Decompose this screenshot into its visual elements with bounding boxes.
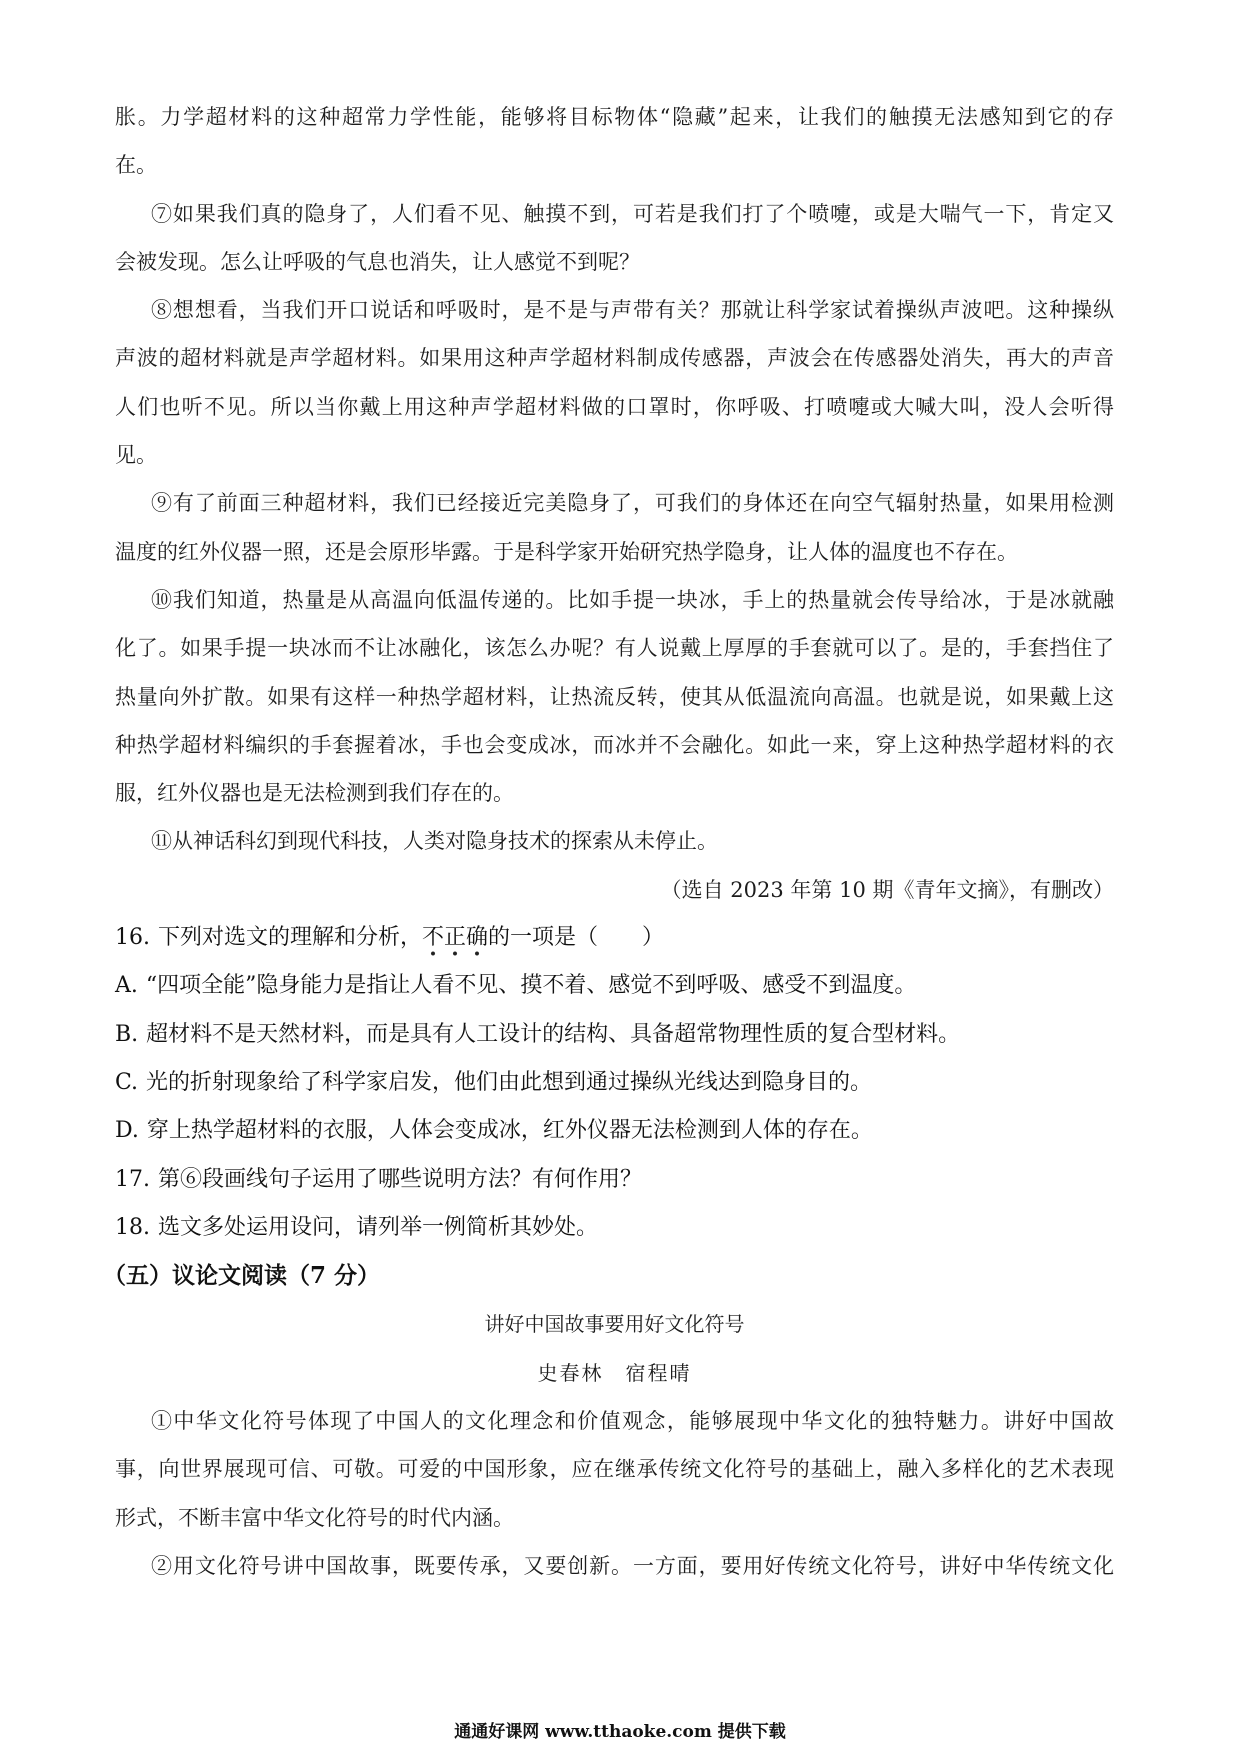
text-line: 人们也听不见。所以当你戴上用这种声学超材料做的口罩时，你呼吸、打喷嚏或大喊大叫，没人会听得 bbox=[115, 394, 1114, 419]
text-line: ②用文化符号讲中国故事，既要传承，又要创新。一方面，要用好传统文化符号，讲好中华传统文化 bbox=[151, 1553, 1114, 1578]
question-number: 18. bbox=[115, 1214, 150, 1240]
question-number: 17. bbox=[115, 1166, 150, 1192]
article-paragraph-1 bbox=[115, 1397, 1114, 1542]
option-letter: D. bbox=[115, 1118, 139, 1144]
option-text: “四项全能”隐身能力是指让人看不见、摸不着、感觉不到呼吸、感受不到温度。 bbox=[145, 973, 917, 999]
article-title: 讲好中国故事要用好文化符号 bbox=[484, 1312, 745, 1337]
question-text: 的一项是（ ） bbox=[488, 925, 665, 951]
option-c bbox=[115, 1059, 1114, 1107]
text-line: ⑦如果我们真的隐身了，人们看不见、触摸不到，可若是我们打了个喷嚏，或是大喘气一下，肯定又 bbox=[151, 201, 1114, 226]
text-line: 在。 bbox=[115, 153, 157, 178]
article-paragraph-8 bbox=[115, 286, 1114, 479]
option-letter: C. bbox=[115, 1069, 139, 1095]
text-line: 温度的红外仪器一照，还是会原形毕露。于是科学家开始研究热学隐身，让人体的温度也不存在。 bbox=[115, 539, 1018, 564]
article-paragraph-10 bbox=[115, 576, 1114, 817]
question-16 bbox=[115, 914, 1114, 962]
text-line: 形式，不断丰富中华文化符号的时代内涵。 bbox=[115, 1505, 514, 1530]
question-17 bbox=[115, 1156, 1114, 1204]
article-paragraph-9 bbox=[115, 479, 1114, 576]
option-text: 穿上热学超材料的衣服，人体会变成冰，红外仪器无法检测到人体的存在。 bbox=[146, 1118, 873, 1144]
option-b bbox=[115, 1011, 1114, 1059]
article-paragraph-7 bbox=[115, 190, 1114, 287]
text-line: 服，红外仪器也是无法检测到我们存在的。 bbox=[115, 781, 514, 806]
text-line: ⑪从神话科幻到现代科技，人类对隐身技术的探索从未停止。 bbox=[151, 829, 718, 854]
question-text: 第⑥段画线句子运用了哪些说明方法？有何作用？ bbox=[158, 1166, 643, 1192]
question-text: 下列对选文的理解和分析， bbox=[158, 925, 423, 951]
text-line: 种热学超材料编织的手套握着冰，手也会变成冰，而冰并不会融化。如此一来，穿上这种热学超材料的衣 bbox=[115, 732, 1114, 757]
question-number: 16. bbox=[115, 925, 150, 951]
article-paragraph-2 bbox=[115, 1542, 1114, 1590]
text-line: 会被发现。怎么让呼吸的气息也消失，让人感觉不到呢？ bbox=[115, 249, 640, 274]
question-18 bbox=[115, 1204, 1114, 1252]
text-line: ⑧想想看，当我们开口说话和呼吸时，是不是与声带有关？那就让科学家试着操纵声波吧。这种操纵 bbox=[151, 298, 1114, 323]
text-line: 化了。如果手提一块冰而不让冰融化，该怎么办呢？有人说戴上厚厚的手套就可以了。是的，手套挡住了 bbox=[115, 636, 1114, 661]
page-footer: 通通好课网 www.tthaoke.com 提供下载 bbox=[454, 1722, 786, 1742]
option-text: 光的折射现象给了科学家启发，他们由此想到通过操纵光线达到隐身目的。 bbox=[146, 1069, 873, 1095]
option-a bbox=[115, 962, 1114, 1010]
text-line: ①中华文化符号体现了中国人的文化理念和价值观念，能够展现中华文化的独特魅力。讲好中国故 bbox=[151, 1409, 1114, 1434]
option-letter: B. bbox=[115, 1021, 139, 1047]
text-line: ⑩我们知道，热量是从高温向低温传递的。比如手提一块冰，手上的热量就会传导给冰，于是冰就融 bbox=[151, 587, 1114, 612]
text-line: 事，向世界展现可信、可敬。可爱的中国形象，应在继承传统文化符号的基础上，融入多样化的艺术表现 bbox=[115, 1457, 1114, 1482]
text-line: 胀。力学超材料的这种超常力学性能，能够将目标物体“隐藏”起来，让我们的触摸无法感知到它的存 bbox=[115, 105, 1114, 129]
option-text: 超材料不是天然材料，而是具有人工设计的结构、具备超常物理性质的复合型材料。 bbox=[146, 1021, 961, 1047]
option-letter: A. bbox=[115, 973, 138, 999]
article-paragraph bbox=[115, 93, 1114, 190]
text-line: ⑨有了前面三种超材料，我们已经接近完美隐身了，可我们的身体还在向空气辐射热量，如果用检测 bbox=[151, 491, 1114, 516]
article-authors: 史春林 宿程晴 bbox=[537, 1360, 692, 1385]
article-source: （选自 2023 年第 10 期《青年文摘》，有删改） bbox=[660, 877, 1114, 902]
question-text: 选文多处运用设问，请列举一例简析其妙处。 bbox=[158, 1214, 599, 1240]
text-line: 声波的超材料就是声学超材料。如果用这种声学超材料制成传感器，声波会在传感器处消失，再大的声音 bbox=[115, 346, 1114, 371]
document-page bbox=[103, 93, 1114, 1590]
option-d bbox=[115, 1107, 1114, 1155]
article-paragraph-11 bbox=[115, 817, 1114, 865]
section-heading: （五）议论文阅读（7 分） bbox=[103, 1262, 381, 1290]
text-line: 见。 bbox=[115, 443, 157, 468]
emphasis-text: 不正确 bbox=[422, 925, 488, 957]
text-line: 热量向外扩散。如果有这样一种热学超材料，让热流反转，使其从低温流向高温。也就是说，如果戴上这 bbox=[115, 684, 1114, 709]
